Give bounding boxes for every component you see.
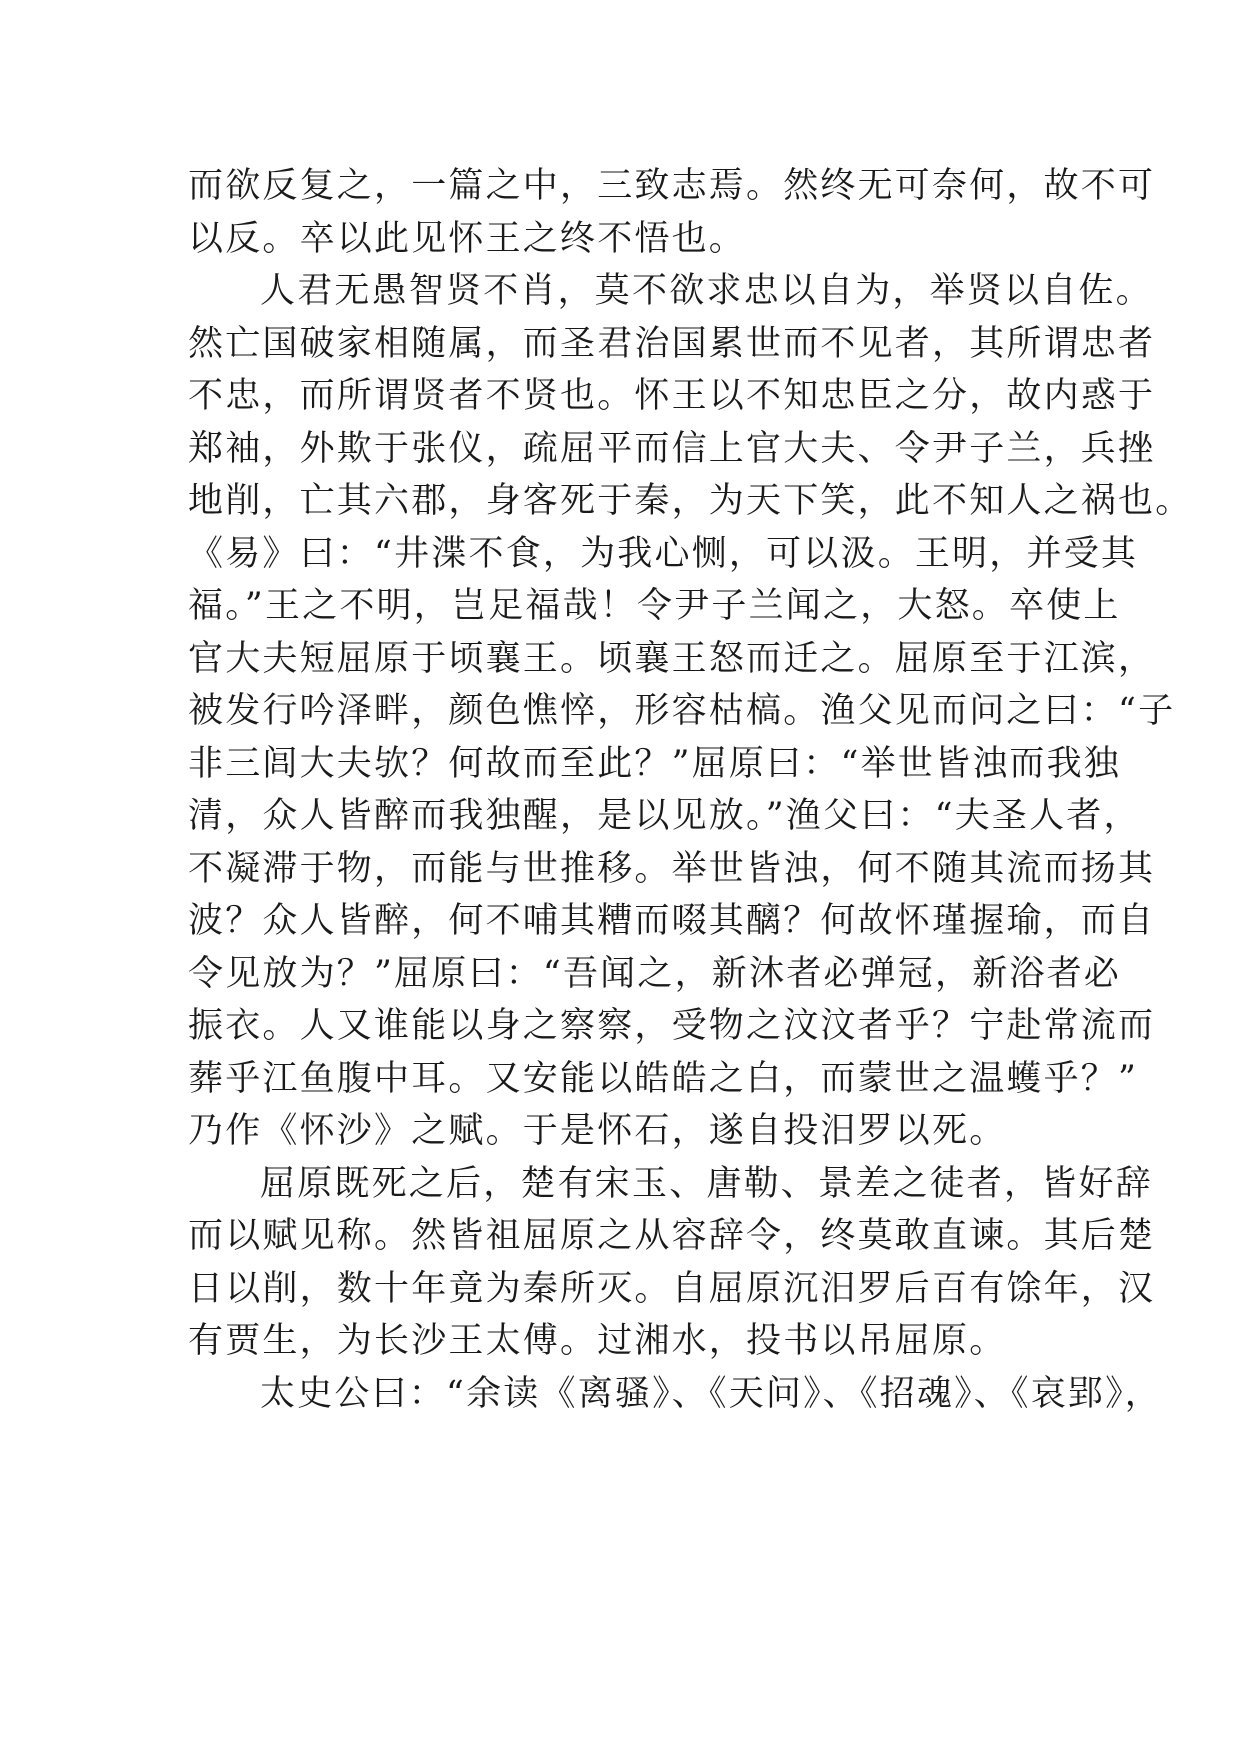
paragraph-start-line: 屈原既死之后，楚有宋玉、唐勒、景差之徒者，皆好辞 bbox=[260, 1163, 1153, 1204]
text-line: 《易》曰：“井渫不食，为我心恻，可以汲。王明，并受其 bbox=[188, 533, 1139, 574]
text-line: 不凝滞于物，而能与世推移。举世皆浊，何不随其流而扬其 bbox=[188, 848, 1156, 889]
text-line: 然亡国破家相随属，而圣君治国累世而不见者，其所谓忠者 bbox=[188, 323, 1156, 364]
text-line: 郑袖，外欺于张仪，疏屈平而信上官大夫、令尹子兰，兵挫 bbox=[188, 428, 1156, 469]
text-line: 清，众人皆醉而我独醒，是以见放。”渔父曰：“夫圣人者， bbox=[188, 796, 1141, 836]
text-line: 日以削，数十年竟为秦所灭。自屈原沉汨罗后百有馀年，汉 bbox=[188, 1268, 1156, 1309]
text-line: 非三闾大夫欤？何故而至此？”屈原曰：“举世皆浊而我独 bbox=[188, 743, 1121, 784]
text-line: 振衣。人又谁能以身之察察，受物之汶汶者乎？宁赴常流而 bbox=[188, 1006, 1156, 1046]
body-text bbox=[188, 160, 1193, 1420]
text-line: 有贾生，为长沙王太傅。过湘水，投书以吊屈原。 bbox=[188, 1321, 1007, 1361]
text-line: 官大夫短屈原于顷襄王。顷襄王怒而迁之。屈原至于江滨， bbox=[188, 638, 1156, 679]
paragraph-start-line: 人君无愚智贤不肖，莫不欲求忠以自为，举贤以自佐。 bbox=[260, 271, 1153, 311]
text-line: 乃作《怀沙》之赋。于是怀石，遂自投汨罗以死。 bbox=[188, 1111, 1007, 1151]
text-line: 波？众人皆醉，何不哺其糟而啜其醨？何故怀瑾握瑜，而自 bbox=[188, 901, 1156, 941]
text-line: 地削，亡其六郡，身客死于秦，为天下笑，此不知人之祸也。 bbox=[188, 481, 1193, 521]
text-line: 葬乎江鱼腹中耳。又安能以皓皓之白，而蒙世之温蠖乎？” bbox=[188, 1058, 1139, 1099]
text-line: 不忠，而所谓贤者不贤也。怀王以不知忠臣之分，故内惑于 bbox=[188, 376, 1156, 416]
text-line: 以反。卒以此见怀王之终不悟也。 bbox=[188, 218, 747, 259]
text-line: 被发行吟泽畔，颜色憔悴，形容枯槁。渔父见而问之曰：“子 bbox=[188, 691, 1176, 731]
text-line: 福。”王之不明，岂足福哉！令尹子兰闻之，大怒。卒使上 bbox=[188, 586, 1121, 626]
text-line: 令见放为？”屈原曰：“吾闻之，新沐者必弹冠，新浴者必 bbox=[188, 953, 1121, 994]
text-line: 而欲反复之，一篇之中，三致志焉。然终无可奈何，故不可 bbox=[188, 166, 1156, 206]
paragraph-start-line: 太史公曰：“余读《离骚》、《天问》、《招魂》、《哀郢》， bbox=[260, 1373, 1162, 1414]
text-line: 而以赋见称。然皆祖屈原之从容辞令，终莫敢直谏。其后楚 bbox=[188, 1216, 1156, 1256]
